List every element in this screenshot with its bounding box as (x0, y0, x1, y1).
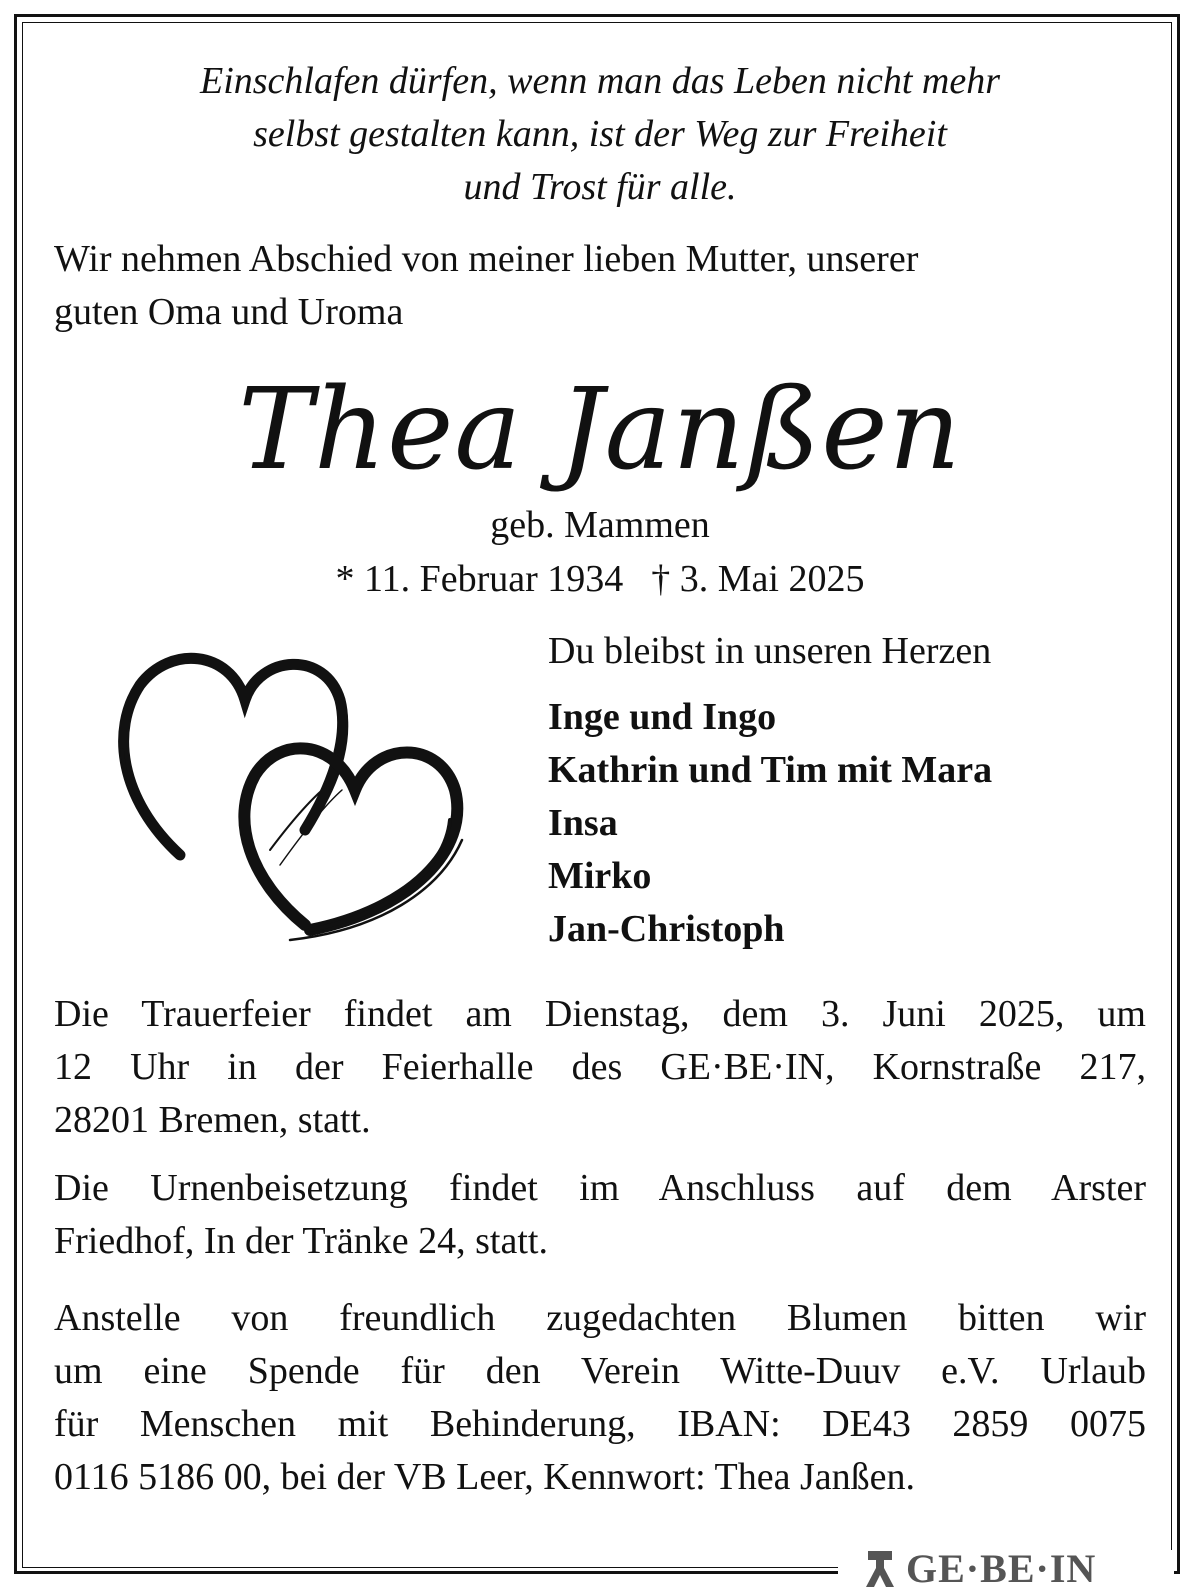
poem-line: Einschlafen dürfen, wenn man das Leben nicht mehr (199, 60, 1000, 102)
maiden-name: geb. Mammen (490, 504, 710, 546)
donation-line: für Menschen mit Behinderung, IBAN: DE43 2859 0075 (54, 1403, 1146, 1445)
intro-line: guten Oma und Uroma (54, 291, 404, 333)
death-date: † 3. Mai 2025 (651, 558, 865, 600)
figure-icon (860, 1549, 900, 1589)
burial-line: Die Urnenbeisetzung findet im Anschluss auf dem Arster (54, 1167, 1146, 1209)
poem-line: selbst gestalten kann, ist der Weg zur Freiheit (253, 113, 947, 155)
donation-line: Anstelle von freundlich zugedachten Blumen bitten wir (54, 1297, 1146, 1339)
motto: Du bleibst in unseren Herzen (548, 630, 992, 672)
logo-text: GE·BE·IN (906, 1546, 1097, 1591)
two-hearts-icon (110, 640, 470, 950)
birth-date: * 11. Februar 1934 (335, 558, 624, 600)
mourner-name: Kathrin und Tim mit Mara (548, 749, 993, 791)
mourner-name: Insa (548, 802, 618, 844)
deceased-name: Thea Janßen (238, 365, 962, 495)
mourner-name: Inge und Ingo (548, 696, 777, 738)
gebein-logo (860, 1547, 1096, 1591)
donation-line: um eine Spende für den Verein Witte-Duuv e.V. Urlaub (54, 1350, 1146, 1392)
donation-line: 0116 5186 00, bei der VB Leer, Kennwort: Thea Janßen. (54, 1456, 916, 1498)
mourner-name: Jan-Christoph (548, 908, 785, 950)
poem (60, 55, 1140, 214)
ceremony-line: Die Trauerfeier findet am Dienstag, dem 3. Juni 2025, um (54, 993, 1146, 1035)
ceremony-line: 28201 Bremen, statt. (54, 1099, 371, 1141)
burial-line: Friedhof, In der Tränke 24, statt. (54, 1220, 548, 1262)
mourner-name: Mirko (548, 855, 652, 897)
life-dates (0, 553, 1200, 606)
ceremony-line: 12 Uhr in der Feierhalle des GE·BE·IN, Kornstraße 217, (54, 1046, 1146, 1088)
poem-line: und Trost für alle. (463, 166, 737, 208)
intro-line: Wir nehmen Abschied von meiner lieben Mutter, unserer (54, 238, 919, 280)
